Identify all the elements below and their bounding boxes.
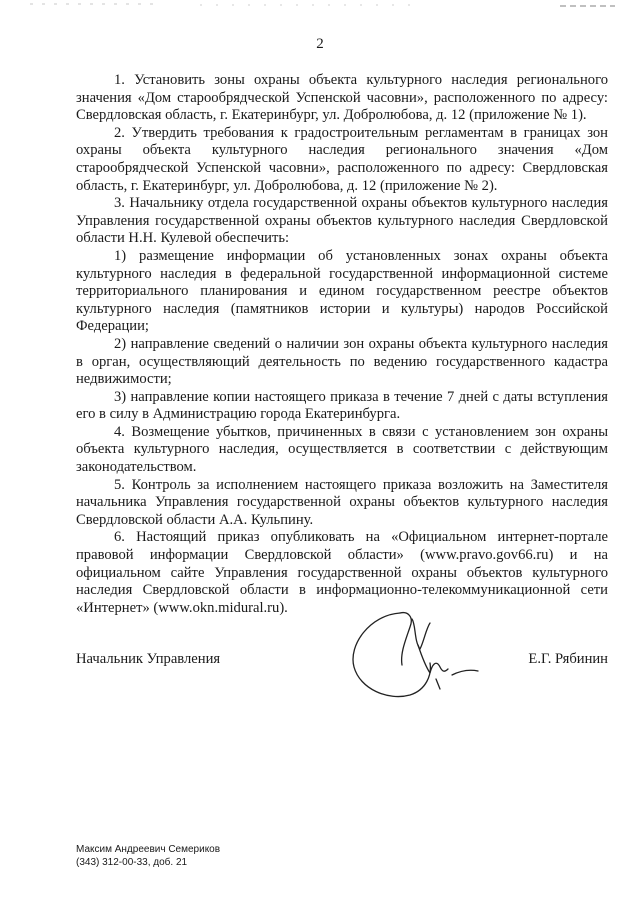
order-body: [76, 72, 608, 617]
paragraph-zones: 1. Установить зоны охраны объекта культурного наследия регионального значения «Дом старообрядческой Успенской часовни», расположенного по адресу: Свердловская область, г. Екатеринбург, ул. Добролюбова, д. 12 (приложение № 1).: [76, 72, 608, 124]
executor-phone: (343) 312-00-33, доб. 21: [76, 857, 188, 868]
handwritten-signature: [340, 605, 500, 715]
page-number: 2: [316, 36, 324, 52]
paragraph-publication: 6. Настоящий приказ опубликовать на «Официальном интернет-портале правовой информации Свердловской области» (www.pravo.gov66.ru) и на официальном сайте Управления государственной охраны объектов культурного наследия Свердловской области в информационно-телекоммуникационной сети «Интернет» (www.okn.midural.ru).: [76, 529, 608, 616]
subitem-copy: 3) направление копии настоящего приказа в течение 7 дней с даты вступления его в силу в Администрацию города Екатеринбурга.: [76, 388, 608, 423]
paragraph-department-head: 3. Начальнику отдела государственной охраны объектов культурного наследия Управления государственной охраны объектов культурного наследия Свердловской области Н.Н. Кулевой обеспечить:: [76, 195, 608, 247]
subitem-info-placement: 1) размещение информации об установленных зонах охраны объекта культурного наследия в федеральной государственной информационной системе территориального планирования и едином государственном реестре объектов культурного наследия (памятников истории и культуры) народов Российской Федерации;: [76, 247, 608, 335]
signatory-title: Начальник Управления: [76, 651, 221, 667]
paragraph-control: 5. Контроль за исполнением настоящего приказа возложить на Заместителя начальника Управления государственной охраны объектов культурного наследия Свердловской области А.А. Кульпину.: [76, 476, 608, 528]
paragraph-losses: 4. Возмещение убытков, причиненных в связи с установлением зон охраны объекта культурного наследия, осуществляется в соответствии с действующим законодательством.: [76, 423, 608, 476]
subitem-cadastre: 2) направление сведений о наличии зон охраны объекта культурного наследия в орган, осуществляющий деятельность по ведению государственного кадастра недвижимости;: [76, 335, 608, 388]
executor-name: Максим Андреевич Семериков: [76, 844, 221, 855]
executor-info: [76, 843, 220, 869]
paragraph-requirements: 2. Утвердить требования к градостроительным регламентам в границах зон охраны объекта культурного наследия регионального значения «Дом старообрядческой Успенской часовни», расположенного по адресу: Свердловская область, г. Екатеринбург, ул. Добролюбова, д. 12 (приложение № 2).: [76, 124, 608, 194]
scan-artifacts: [0, 0, 640, 20]
signatory-name: Е.Г. Рябинин: [528, 651, 608, 667]
